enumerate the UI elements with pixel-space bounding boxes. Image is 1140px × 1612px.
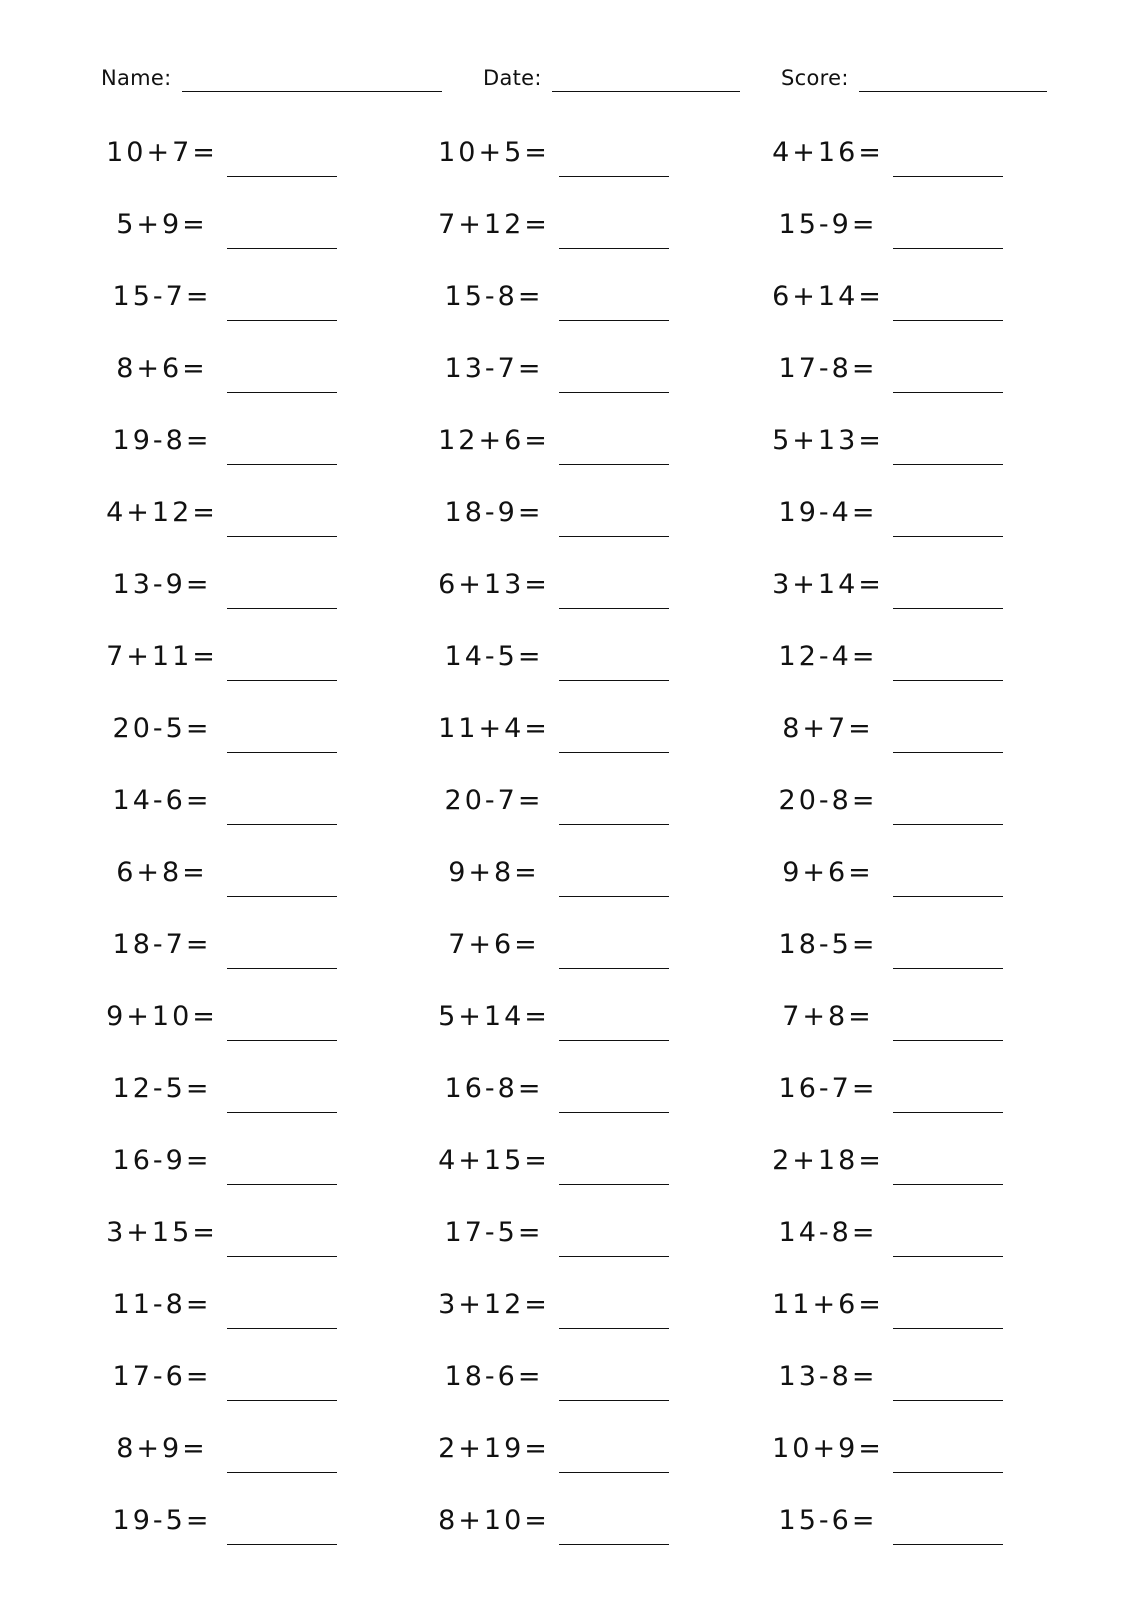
problem-row [758, 1424, 1078, 1496]
worksheet-header [0, 64, 1140, 104]
problem-row [424, 1280, 744, 1352]
problem-row [92, 272, 412, 344]
problem-expression: 15-8= [444, 281, 544, 312]
answer-blank[interactable] [227, 896, 337, 897]
problem-expression: 3+14= [772, 569, 884, 600]
problem-row [92, 920, 412, 992]
answer-blank[interactable] [559, 752, 669, 753]
answer-blank[interactable] [559, 896, 669, 897]
problem-row [758, 200, 1078, 272]
problem-row [758, 344, 1078, 416]
problem-expression: 7+8= [782, 1001, 874, 1032]
answer-blank[interactable] [559, 1544, 669, 1545]
answer-blank[interactable] [559, 1256, 669, 1257]
problem-expression: 15-7= [112, 281, 212, 312]
problem-expression: 16-8= [444, 1073, 544, 1104]
answer-blank[interactable] [227, 1256, 337, 1257]
answer-blank[interactable] [559, 248, 669, 249]
problem-expression: 12-4= [778, 641, 878, 672]
problem-row [92, 416, 412, 488]
answer-blank[interactable] [559, 1400, 669, 1401]
score-blank[interactable] [859, 65, 1047, 92]
answer-blank[interactable] [227, 1472, 337, 1473]
problem-expression: 5+9= [116, 209, 208, 240]
problem-row [92, 1064, 412, 1136]
score-label: Score: [781, 66, 849, 90]
problem-expression: 14-5= [444, 641, 544, 672]
problem-expression: 8+7= [782, 713, 874, 744]
problem-row [92, 704, 412, 776]
answer-blank[interactable] [559, 1472, 669, 1473]
answer-blank[interactable] [227, 176, 337, 177]
answer-blank[interactable] [893, 1184, 1003, 1185]
name-label: Name: [101, 66, 172, 90]
answer-blank[interactable] [559, 320, 669, 321]
answer-blank[interactable] [893, 392, 1003, 393]
date-field [483, 64, 740, 92]
answer-blank[interactable] [893, 248, 1003, 249]
answer-blank[interactable] [893, 1400, 1003, 1401]
problem-expression: 5+14= [438, 1001, 550, 1032]
problem-expression: 2+18= [772, 1145, 884, 1176]
problem-row [92, 344, 412, 416]
problem-row [424, 272, 744, 344]
problem-expression: 7+12= [438, 209, 550, 240]
problem-row [92, 632, 412, 704]
problem-expression: 20-7= [444, 785, 544, 816]
problem-expression: 20-5= [112, 713, 212, 744]
answer-blank[interactable] [893, 608, 1003, 609]
problem-row [758, 416, 1078, 488]
problem-expression: 20-8= [778, 785, 878, 816]
problem-expression: 13-7= [444, 353, 544, 384]
problem-row [92, 1280, 412, 1352]
answer-blank[interactable] [227, 1328, 337, 1329]
answer-blank[interactable] [893, 1040, 1003, 1041]
problem-expression: 17-8= [778, 353, 878, 384]
problem-row [92, 200, 412, 272]
answer-blank[interactable] [227, 1400, 337, 1401]
problem-expression: 15-9= [778, 209, 878, 240]
answer-blank[interactable] [227, 680, 337, 681]
problem-expression: 11+6= [772, 1289, 884, 1320]
problem-row [758, 488, 1078, 560]
answer-blank[interactable] [893, 896, 1003, 897]
problem-expression: 10+5= [438, 137, 550, 168]
answer-blank[interactable] [559, 824, 669, 825]
problem-row [424, 1208, 744, 1280]
problem-expression: 18-5= [778, 929, 878, 960]
answer-blank[interactable] [559, 392, 669, 393]
problem-expression: 15-6= [778, 1505, 878, 1536]
problem-expression: 8+9= [116, 1433, 208, 1464]
problem-expression: 6+14= [772, 281, 884, 312]
answer-blank[interactable] [227, 824, 337, 825]
problem-row [92, 1136, 412, 1208]
answer-blank[interactable] [227, 392, 337, 393]
answer-blank[interactable] [227, 608, 337, 609]
answer-blank[interactable] [227, 752, 337, 753]
problem-expression: 7+6= [448, 929, 540, 960]
problem-expression: 4+15= [438, 1145, 550, 1176]
problem-expression: 6+13= [438, 569, 550, 600]
problem-row [424, 560, 744, 632]
answer-blank[interactable] [559, 608, 669, 609]
answer-blank[interactable] [559, 1040, 669, 1041]
problem-row [758, 992, 1078, 1064]
problem-expression: 8+10= [438, 1505, 550, 1536]
problem-row [92, 128, 412, 200]
problem-expression: 19-5= [112, 1505, 212, 1536]
problem-row [758, 848, 1078, 920]
answer-blank[interactable] [893, 968, 1003, 969]
problem-expression: 14-8= [778, 1217, 878, 1248]
problem-row [424, 848, 744, 920]
answer-blank[interactable] [559, 176, 669, 177]
problem-expression: 3+12= [438, 1289, 550, 1320]
problem-expression: 16-7= [778, 1073, 878, 1104]
problem-row [424, 416, 744, 488]
answer-blank[interactable] [227, 248, 337, 249]
problem-row [92, 488, 412, 560]
problem-row [758, 1208, 1078, 1280]
problem-expression: 18-9= [444, 497, 544, 528]
problem-row [424, 344, 744, 416]
answer-blank[interactable] [227, 464, 337, 465]
problem-row [758, 1064, 1078, 1136]
problem-row [424, 488, 744, 560]
problem-expression: 19-4= [778, 497, 878, 528]
problem-expression: 5+13= [772, 425, 884, 456]
problem-row [424, 992, 744, 1064]
answer-blank[interactable] [227, 1544, 337, 1545]
answer-blank[interactable] [893, 464, 1003, 465]
date-label: Date: [483, 66, 542, 90]
problem-row [758, 776, 1078, 848]
problem-expression: 7+11= [106, 641, 218, 672]
problem-expression: 17-6= [112, 1361, 212, 1392]
date-blank[interactable] [552, 65, 740, 92]
problem-row [92, 1352, 412, 1424]
problem-row [92, 848, 412, 920]
answer-blank[interactable] [893, 1328, 1003, 1329]
problem-row [758, 920, 1078, 992]
problem-expression: 12-5= [112, 1073, 212, 1104]
problem-expression: 13-9= [112, 569, 212, 600]
answer-blank[interactable] [893, 1112, 1003, 1113]
answer-blank[interactable] [559, 464, 669, 465]
problem-row [424, 632, 744, 704]
problem-row [424, 776, 744, 848]
answer-blank[interactable] [893, 1256, 1003, 1257]
problem-row [758, 704, 1078, 776]
score-field [781, 64, 1047, 92]
problem-expression: 13-8= [778, 1361, 878, 1392]
problem-row [92, 776, 412, 848]
problem-expression: 14-6= [112, 785, 212, 816]
name-field [101, 64, 442, 92]
problem-expression: 9+10= [106, 1001, 218, 1032]
problem-row [758, 632, 1078, 704]
problem-row [758, 272, 1078, 344]
answer-blank[interactable] [893, 320, 1003, 321]
answer-blank[interactable] [227, 1112, 337, 1113]
problem-row [92, 1496, 412, 1568]
problem-row [758, 1136, 1078, 1208]
answer-blank[interactable] [227, 1040, 337, 1041]
problem-row [424, 1424, 744, 1496]
problem-column-1 [92, 128, 412, 1568]
problem-expression: 10+9= [772, 1433, 884, 1464]
answer-blank[interactable] [559, 1184, 669, 1185]
problem-expression: 10+7= [106, 137, 218, 168]
answer-blank[interactable] [893, 1472, 1003, 1473]
problem-expression: 4+16= [772, 137, 884, 168]
answer-blank[interactable] [227, 320, 337, 321]
problem-expression: 16-9= [112, 1145, 212, 1176]
name-blank[interactable] [182, 65, 442, 92]
problem-row [758, 128, 1078, 200]
problem-row [424, 1352, 744, 1424]
problem-expression: 8+6= [116, 353, 208, 384]
problem-expression: 9+8= [448, 857, 540, 888]
problem-row [424, 1064, 744, 1136]
answer-blank[interactable] [559, 1112, 669, 1113]
problem-row [424, 1496, 744, 1568]
answer-blank[interactable] [893, 176, 1003, 177]
problem-expression: 18-7= [112, 929, 212, 960]
answer-blank[interactable] [893, 1544, 1003, 1545]
problem-column-3 [758, 128, 1078, 1568]
problem-expression: 9+6= [782, 857, 874, 888]
problem-row [92, 560, 412, 632]
answer-blank[interactable] [893, 680, 1003, 681]
answer-blank[interactable] [893, 752, 1003, 753]
problem-row [424, 704, 744, 776]
answer-blank[interactable] [559, 1328, 669, 1329]
problem-expression: 11+4= [438, 713, 550, 744]
answer-blank[interactable] [227, 968, 337, 969]
problem-expression: 3+15= [106, 1217, 218, 1248]
problem-expression: 12+6= [438, 425, 550, 456]
answer-blank[interactable] [227, 536, 337, 537]
problem-row [92, 992, 412, 1064]
problem-row [424, 1136, 744, 1208]
answer-blank[interactable] [559, 536, 669, 537]
problem-row [424, 200, 744, 272]
problem-row [758, 1496, 1078, 1568]
problem-row [424, 128, 744, 200]
problem-expression: 18-6= [444, 1361, 544, 1392]
problem-row [424, 920, 744, 992]
answer-blank[interactable] [893, 536, 1003, 537]
problem-expression: 11-8= [112, 1289, 212, 1320]
answer-blank[interactable] [893, 824, 1003, 825]
problem-row [758, 1280, 1078, 1352]
problem-column-2 [424, 128, 744, 1568]
problem-expression: 2+19= [438, 1433, 550, 1464]
problem-expression: 4+12= [106, 497, 218, 528]
problem-expression: 19-8= [112, 425, 212, 456]
answer-blank[interactable] [227, 1184, 337, 1185]
problem-row [758, 1352, 1078, 1424]
problem-row [92, 1424, 412, 1496]
answer-blank[interactable] [559, 968, 669, 969]
problem-row [92, 1208, 412, 1280]
problem-expression: 6+8= [116, 857, 208, 888]
problem-expression: 17-5= [444, 1217, 544, 1248]
answer-blank[interactable] [559, 680, 669, 681]
problem-row [758, 560, 1078, 632]
